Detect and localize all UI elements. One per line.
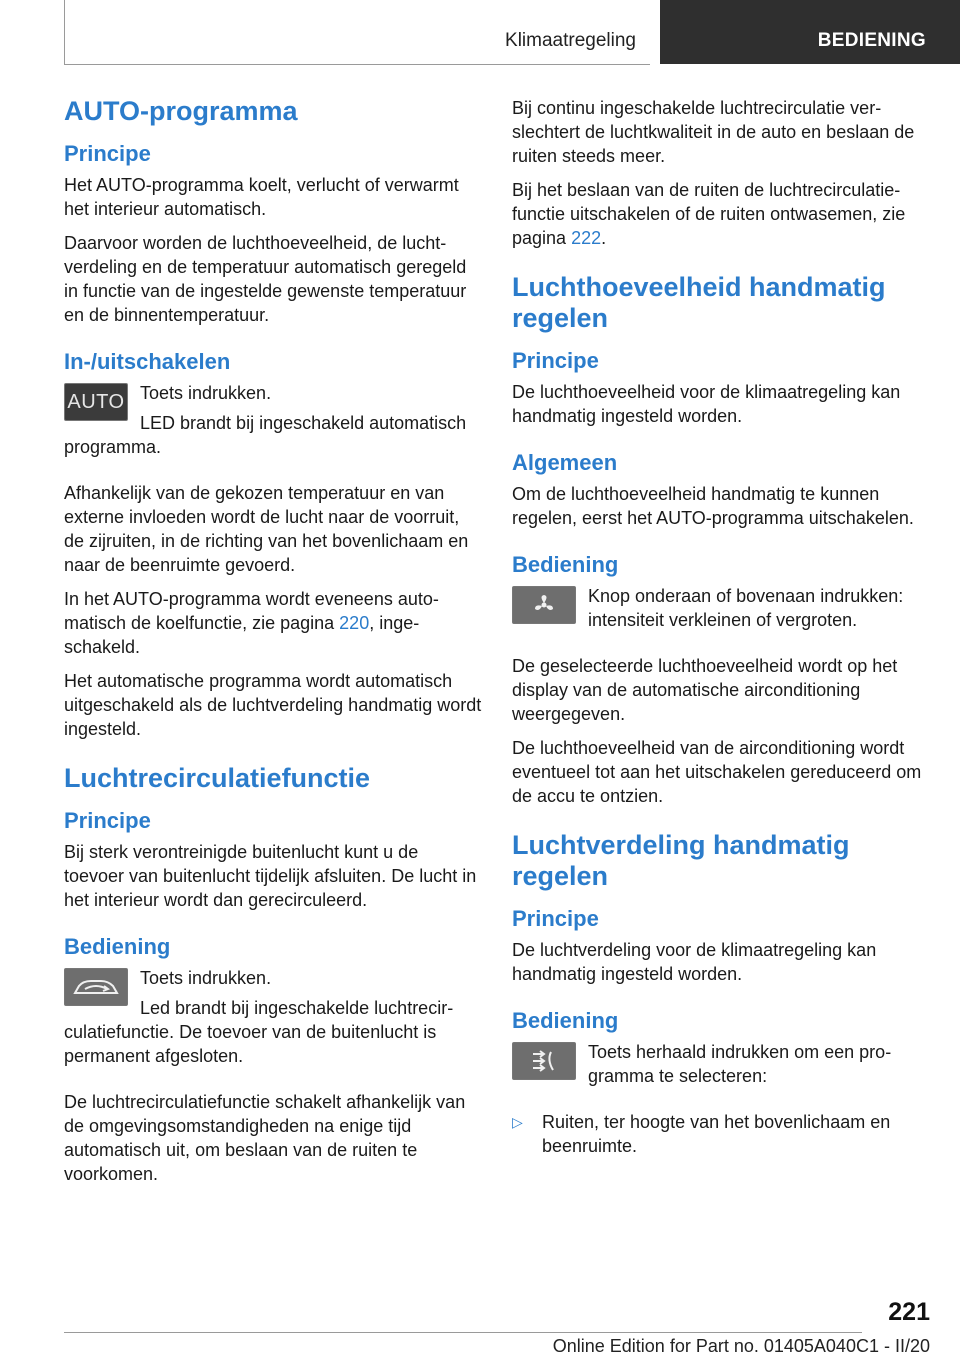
- paragraph: Toets indrukken.: [140, 968, 272, 988]
- fan-button-instruction: [512, 584, 932, 642]
- page-link-222[interactable]: 222: [571, 228, 602, 248]
- auto-button-label: AUTO: [67, 390, 125, 413]
- subheading-algemeen: Algemeen: [512, 450, 618, 475]
- paragraph: Om de luchthoeveelheid handmatig te kunnen regelen, eerst het AUTO-programma uitschakelen.: [512, 484, 914, 528]
- paragraph: De geselecteerde luchthoeveelheid wordt op het display van de automatische airconditioning weergegeven.: [512, 656, 898, 724]
- paragraph: Daarvoor worden de luchthoeveelheid, de luchtverdeling en de temperatuur automatisch geregeld in functie van de ingestelde gewenste temperatuur en de binnentemperatuur.: [64, 233, 467, 325]
- paragraph: Knop onderaan of bovenaan indrukken: intensiteit verkleinen of vergroten.: [588, 586, 904, 630]
- paragraph-ontwasemen: Bij het beslaan van de ruiten de luchtrecirculatiefunctie uitschakelen of de ruiten ontwasemen, zie pagina 222.: [512, 180, 906, 248]
- paragraph: Toets herhaald indrukken om een programma te selecteren:: [588, 1042, 892, 1086]
- bullet-triangle-icon: ▷: [512, 1114, 523, 1130]
- heading-luchtrecirculatiefunctie: Luchtrecirculatiefunctie: [64, 763, 371, 793]
- right-column: [512, 96, 932, 1166]
- heading-luchtverdeling: Luchtverdeling handmatig regelen: [512, 830, 850, 891]
- subheading-in-uitschakelen: In-/uitschakelen: [64, 349, 231, 374]
- paragraph: De luchtverdeling voor de klimaatregeling kan handmatig ingesteld worden.: [512, 940, 877, 984]
- air-distribution-icon: [512, 1042, 576, 1080]
- subheading-bediening: Bediening: [512, 1008, 619, 1033]
- paragraph: Toets indrukken.: [140, 383, 272, 403]
- page-link-220[interactable]: 220: [339, 613, 370, 633]
- air-distribution-button-instruction: [512, 1040, 932, 1098]
- paragraph: Het automatische programma wordt automatisch uitgeschakeld als de luchtverdeling handmatig wordt ingesteld.: [64, 671, 482, 739]
- header-section-title: Klimaatregeling: [505, 30, 636, 51]
- paragraph: Het AUTO-programma koelt, verlucht of verwarmt het interieur automatisch.: [64, 175, 459, 219]
- subheading-principe: Principe: [64, 141, 151, 166]
- paragraph: Bij sterk verontreinigde buitenlucht kunt u de toevoer van buitenlucht tijdelijk afsluiten. De lucht in het interieur wordt dan gerecirculeerd.: [64, 842, 477, 910]
- paragraph: Led brandt bij ingeschakelde luchtrecirculatiefunctie. De toevoer van de buitenlucht is permanent afgesloten.: [64, 998, 454, 1066]
- subheading-bediening: Bediening: [512, 552, 619, 577]
- paragraph: De luchthoeveelheid van de airconditioning wordt eventueel tot aan het uitschakelen gereduceerd om de accu te ontzien.: [512, 738, 922, 806]
- fan-icon: [512, 586, 576, 624]
- left-column: [64, 96, 482, 1196]
- subheading-principe: Principe: [512, 906, 599, 931]
- footer-divider: [64, 1332, 862, 1333]
- list-item: ▷ Ruiten, ter hoogte van het bovenlichaam en beenruimte.: [512, 1112, 891, 1156]
- header-chapter-tab: BEDIENING: [660, 0, 960, 64]
- paragraph: LED brandt bij ingeschakeld automatisch programma.: [64, 413, 467, 457]
- subheading-bediening: Bediening: [64, 934, 171, 959]
- heading-auto-programma: AUTO-programma: [64, 96, 298, 126]
- footer-edition: Online Edition for Part no. 01405A040C1 - II/20: [552, 1336, 930, 1356]
- subheading-principe: Principe: [512, 348, 599, 373]
- paragraph: Bij continu ingeschakelde luchtrecirculatie verslechtert de luchtkwaliteit in de auto en beslaan de ruiten steeds meer.: [512, 98, 915, 166]
- recirculation-button-instruction: [64, 966, 482, 1078]
- recirculation-car-icon: [64, 968, 128, 1006]
- paragraph-koelfunctie: In het AUTO-programma wordt eveneens automatisch de koelfunctie, zie pagina 220, ingeschakeld.: [64, 589, 439, 657]
- header-divider-bottom: [64, 64, 650, 65]
- subheading-principe: Principe: [64, 808, 151, 833]
- heading-luchthoeveelheid: Luchthoeveelheid handmatig regelen: [512, 272, 886, 333]
- paragraph: De luchtrecirculatiefunctie schakelt afhankelijk van de omgevingsomstandigheden na enige tijd automatisch uit, om beslaan van de ruiten te voorkomen.: [64, 1092, 466, 1184]
- page-number: 221: [888, 1298, 930, 1326]
- paragraph: Afhankelijk van de gekozen temperatuur en van externe invloeden wordt de lucht naar de voorruit, de zijruiten, in de richting van het bovenlichaam en naar de beenruimte gevoerd.: [64, 483, 469, 575]
- auto-button-icon: [64, 383, 128, 421]
- paragraph: De luchthoeveelheid voor de klimaatregeling kan handmatig ingesteld worden.: [512, 382, 901, 426]
- auto-button-instruction: [64, 381, 482, 469]
